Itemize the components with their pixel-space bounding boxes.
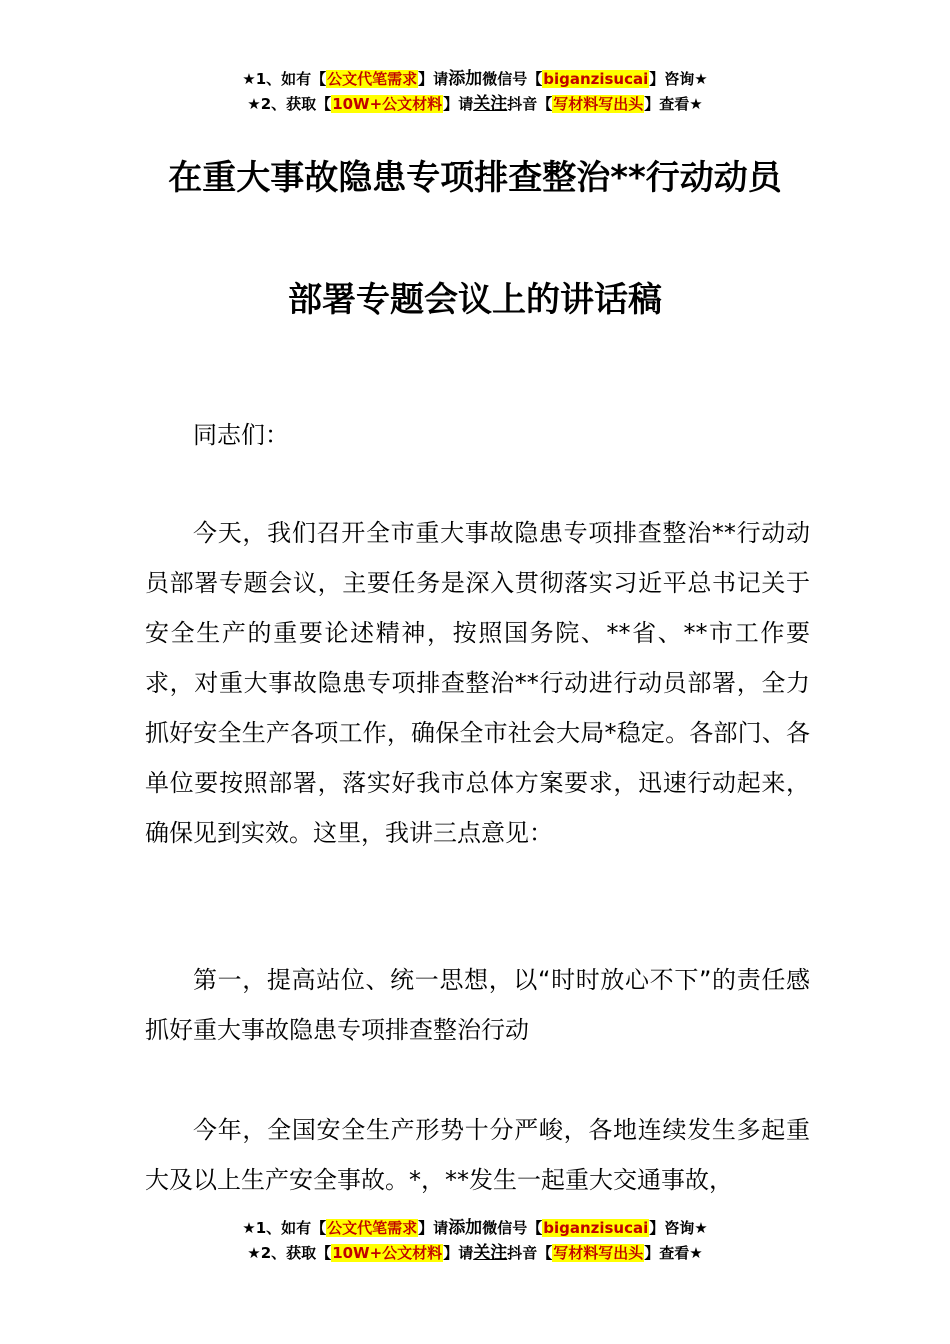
promo-emphasis: 关注: [473, 1243, 508, 1263]
promo-wechat-id: biganzisucai: [543, 70, 649, 88]
promo-wechat-id: biganzisucai: [543, 1219, 649, 1237]
promo-text: ★1、如有【: [242, 70, 327, 88]
promo-text: 微信号【: [482, 70, 543, 88]
promo-text: ★2、获取【: [247, 95, 332, 113]
promo-douyin-id: 写材料写出头: [553, 95, 644, 113]
promo-highlight: 10W+公文材料: [332, 1244, 443, 1262]
promo-text: ★2、获取【: [247, 1244, 332, 1262]
promo-line-2: [0, 92, 950, 117]
promo-text: 】请: [418, 1219, 449, 1237]
salutation-text: 同志们：: [193, 421, 289, 449]
header-promo-banner: [0, 67, 950, 117]
promo-text: 】咨询★: [649, 1219, 708, 1237]
document-title-line-2: 部署专题会议上的讲话稿: [288, 280, 662, 320]
promo-text: 】查看★: [644, 95, 703, 113]
paragraph-text: 第一，提高站位、统一思想，以“时时放心不下”的责任感抓好重大事故隐患专项排查整治行动: [145, 966, 810, 1044]
paragraph-text: 今年，全国安全生产形势十分严峻，各地连续发生多起重大及以上生产安全事故。*，**发生一起重大交通事故，: [145, 1116, 810, 1194]
paragraph-3: [145, 1105, 810, 1205]
promo-highlight: 公文代笔需求: [327, 1219, 418, 1237]
promo-highlight: 10W+公文材料: [332, 95, 443, 113]
promo-emphasis: 关注: [473, 94, 508, 114]
salutation: [145, 410, 810, 460]
promo-highlight: 公文代笔需求: [327, 70, 418, 88]
promo-text: 抖音【: [507, 95, 553, 113]
paragraph-2: [145, 955, 810, 1055]
promo-text: 】咨询★: [649, 70, 708, 88]
promo-text: ★1、如有【: [242, 1219, 327, 1237]
promo-line-1: [0, 1216, 950, 1241]
promo-text: 】请: [443, 95, 474, 113]
promo-line-2: [0, 1241, 950, 1266]
promo-line-1: [0, 67, 950, 92]
promo-text: 抖音【: [507, 1244, 553, 1262]
footer-promo-banner: [0, 1216, 950, 1266]
paragraph-1: [145, 508, 810, 858]
promo-text: 】请: [418, 70, 449, 88]
promo-douyin-id: 写材料写出头: [553, 1244, 644, 1262]
promo-text: 】查看★: [644, 1244, 703, 1262]
promo-emphasis: 添加: [448, 69, 483, 89]
paragraph-text: 今天，我们召开全市重大事故隐患专项排查整治**行动动员部署专题会议，主要任务是深入贯彻落实习近平总书记关于安全生产的重要论述精神，按照国务院、**省、**市工作要求，对重大事故隐患专项排查整治**行动进行动员部署，全力抓好安全生产各项工作，确保全市社会大局*稳定。各部门、各单位要按照部署，落实好我市总体方案要求，迅速行动起来，确保见到实效。这里，我讲三点意见：: [145, 519, 810, 847]
document-title-line-1: 在重大事故隐患专项排查整治**行动动员: [168, 158, 782, 198]
promo-text: 微信号【: [482, 1219, 543, 1237]
promo-text: 】请: [443, 1244, 474, 1262]
promo-emphasis: 添加: [448, 1218, 483, 1238]
